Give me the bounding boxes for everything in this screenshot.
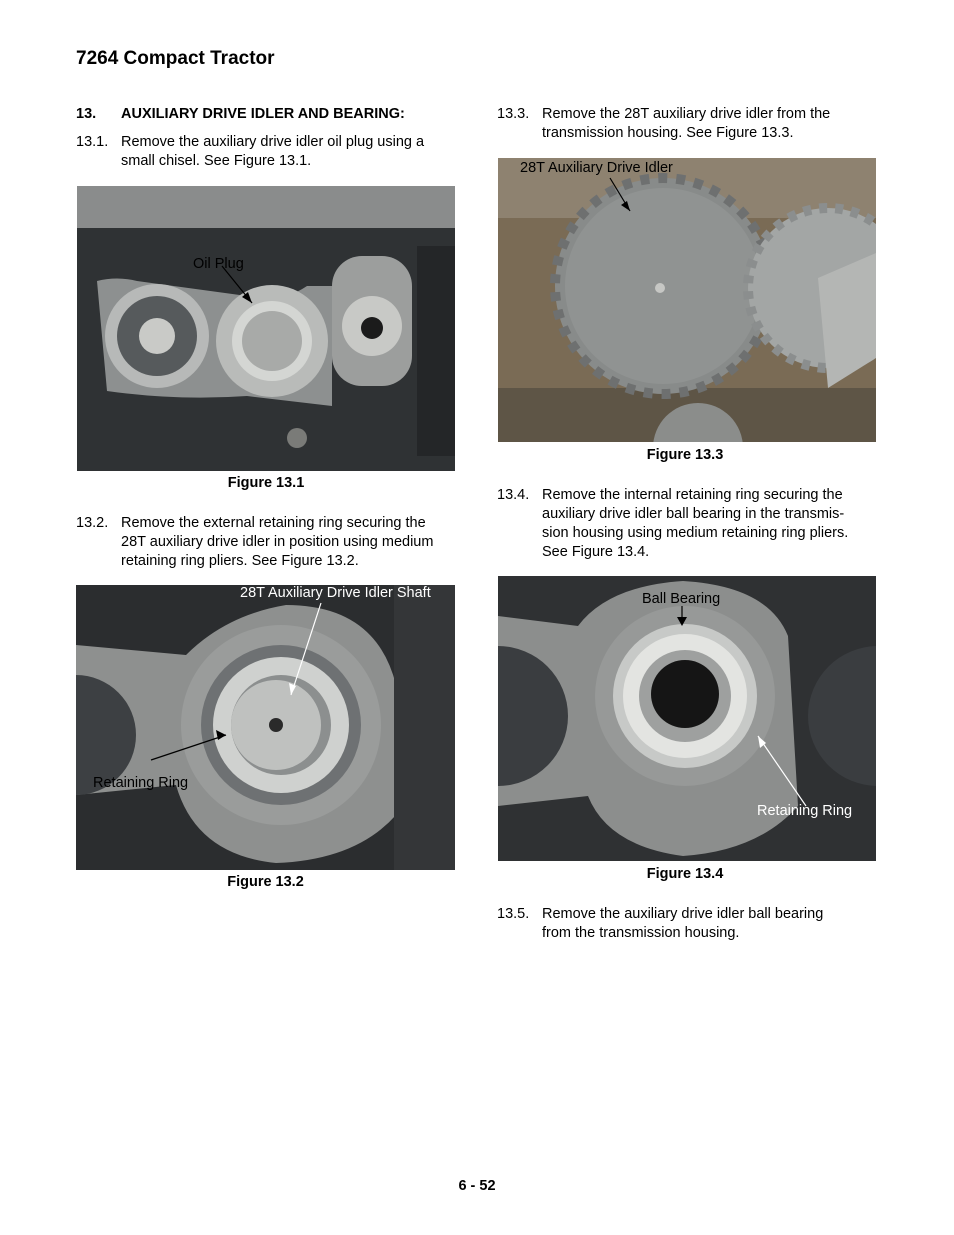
step-13-2	[76, 514, 466, 574]
step-text-line: retaining ring pliers. See Figure 13.2.	[121, 553, 359, 569]
step-text-line: Remove the internal retaining ring securing the	[542, 487, 843, 503]
step-number: 13.1.	[76, 134, 109, 150]
section-title: AUXILIARY DRIVE IDLER AND BEARING:	[121, 106, 405, 122]
figure-label: Retaining Ring	[757, 803, 853, 819]
step-text-line: See Figure 13.4.	[542, 544, 650, 560]
step-text-line: auxiliary drive idler ball bearing in the transmis-	[542, 506, 845, 522]
step-text-line: Remove the external retaining ring securing the	[121, 515, 426, 531]
step-text-line: transmission housing. See Figure 13.3.	[542, 125, 794, 141]
step-text-line: Remove the auxiliary drive idler ball bearing	[542, 906, 824, 922]
figure-13-3-photo	[498, 158, 876, 442]
step-number: 13.4.	[497, 487, 530, 503]
figure-label: Oil Plug	[193, 256, 244, 272]
figure-label: 28T Auxiliary Drive Idler	[520, 160, 673, 176]
step-text-line: 28T auxiliary drive idler in position using medium	[121, 534, 434, 550]
step-13-4	[497, 486, 897, 566]
step-text-line: sion housing using medium retaining ring pliers.	[542, 525, 849, 541]
step-text-line: Remove the auxiliary drive idler oil plug using a	[121, 134, 425, 150]
step-number: 13.2.	[76, 515, 109, 531]
step-number: 13.3.	[497, 106, 530, 122]
step-13-1	[76, 133, 466, 173]
figure-caption: Figure 13.4	[646, 866, 724, 882]
section-heading	[76, 106, 405, 122]
step-text-line: from the transmission housing.	[542, 925, 740, 941]
step-13-3	[497, 105, 887, 145]
step-text-line: Remove the 28T auxiliary drive idler from the	[542, 106, 831, 122]
figure-label: Retaining Ring	[93, 775, 189, 791]
page-number: 6 - 52	[458, 1178, 496, 1194]
figure-13-2-photo	[76, 585, 455, 870]
figure-caption: Figure 13.3	[646, 447, 724, 463]
figure-caption: Figure 13.2	[227, 874, 304, 890]
figure-label: 28T Auxiliary Drive Idler Shaft	[240, 585, 431, 601]
step-text-line: small chisel. See Figure 13.1.	[121, 153, 312, 169]
page-title: 7264 Compact Tractor	[76, 48, 275, 69]
figure-label: Ball Bearing	[642, 591, 721, 607]
figure-13-1-photo	[77, 186, 455, 471]
step-number: 13.5.	[497, 906, 530, 922]
section-number: 13.	[76, 106, 97, 122]
figure-caption: Figure 13.1	[227, 475, 305, 491]
step-13-5	[497, 905, 887, 945]
